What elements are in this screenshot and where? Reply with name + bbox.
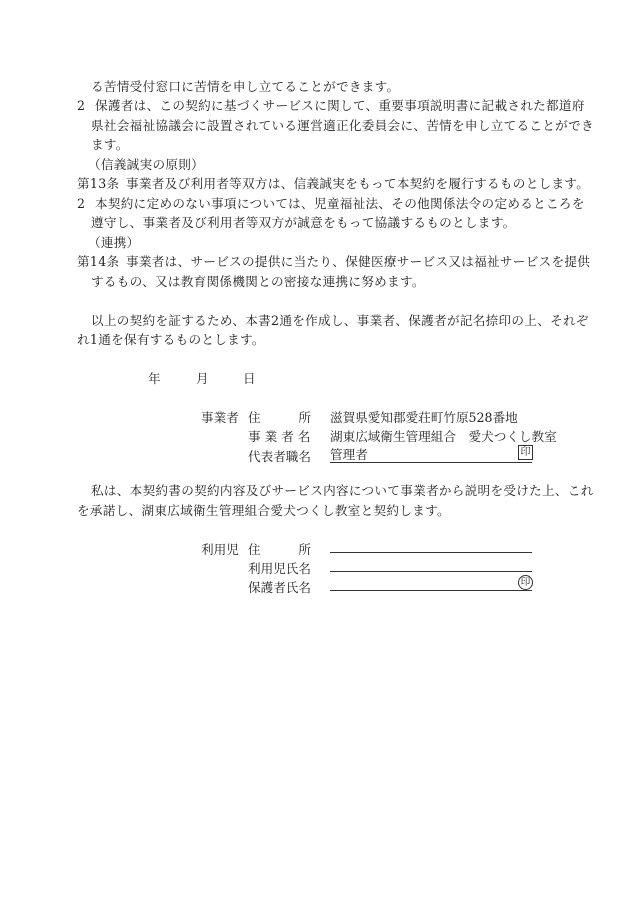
user-child-underline	[330, 571, 532, 572]
date-day: 日	[243, 371, 256, 386]
provider-address-label: 住 所	[248, 410, 311, 425]
date-year: 年	[148, 371, 161, 386]
clause-line: ます。	[91, 137, 129, 152]
clause-line: る苦情受付窓口に苦情を申し立てることができます。	[91, 79, 400, 94]
article-number: 第13条	[77, 176, 120, 191]
provider-rep-underline	[330, 462, 532, 463]
user-address-underline	[330, 552, 532, 553]
clause-number: 2	[77, 196, 86, 211]
clause-line: 事業者は、サービスの提供に当たり、保健医療サービス又は福祉サービスを提供	[126, 254, 591, 269]
seal-circle-icon: 印	[518, 575, 533, 590]
clause-number: 2	[77, 98, 86, 113]
article-heading: （連携）	[88, 235, 140, 250]
clause-line: 遵守し、事業者及び利用者等双方が誠意をもって協議するものとします。	[91, 215, 516, 230]
user-child-label: 利用児氏名	[248, 561, 311, 576]
consent-line: 私は、本契約書の契約内容及びサービス内容について事業者から説明を受けた上、これ	[91, 483, 594, 498]
provider-name-value: 湖東広域衛生管理組合 愛犬つくし教室	[330, 429, 557, 444]
closing-line: 以上の契約を証するため、本書2通を作成し、事業者、保護者が記名捺印の上、それぞ	[91, 313, 589, 328]
user-role: 利用児	[201, 542, 239, 557]
clause-line: 事業者及び利用者等双方は、信義誠実をもって本契約を履行するものとします。	[126, 176, 590, 191]
user-address-label: 住 所	[248, 542, 311, 557]
user-guardian-underline	[330, 590, 532, 591]
provider-rep-value: 管理者	[330, 447, 368, 462]
clause-line: 本契約に定めのない事項については、児童福祉法、その他関係法令の定めるところを	[95, 196, 585, 211]
clause-line: 保護者は、この契約に基づくサービスに関して、重要事項説明書に記載された都道府	[95, 98, 585, 113]
clause-line: 県社会福祉協議会に設置されている運営適正化委員会に、苦情を申し立てることができ	[91, 118, 594, 133]
article-number: 第14条	[77, 254, 120, 269]
article-heading: （信義誠実の原則）	[88, 157, 205, 172]
clause-line: するもの、又は教育関係機関との密接な連携に努めます。	[91, 274, 425, 289]
consent-line: を承諾し、湖東広域衛生管理組合愛犬つくし教室と契約します。	[77, 503, 450, 518]
provider-address-value: 滋賀県愛知郡愛荘町竹原528番地	[330, 410, 518, 425]
provider-rep-label: 代表者職名	[248, 449, 311, 464]
provider-name-label: 事 業 者 名	[248, 429, 311, 444]
date-month: 月	[196, 371, 209, 386]
provider-role: 事業者	[201, 410, 239, 425]
user-guardian-label: 保護者氏名	[248, 580, 311, 595]
seal-square-icon: 印	[518, 445, 533, 460]
closing-line: れ1通を保有するものとします。	[77, 332, 265, 347]
